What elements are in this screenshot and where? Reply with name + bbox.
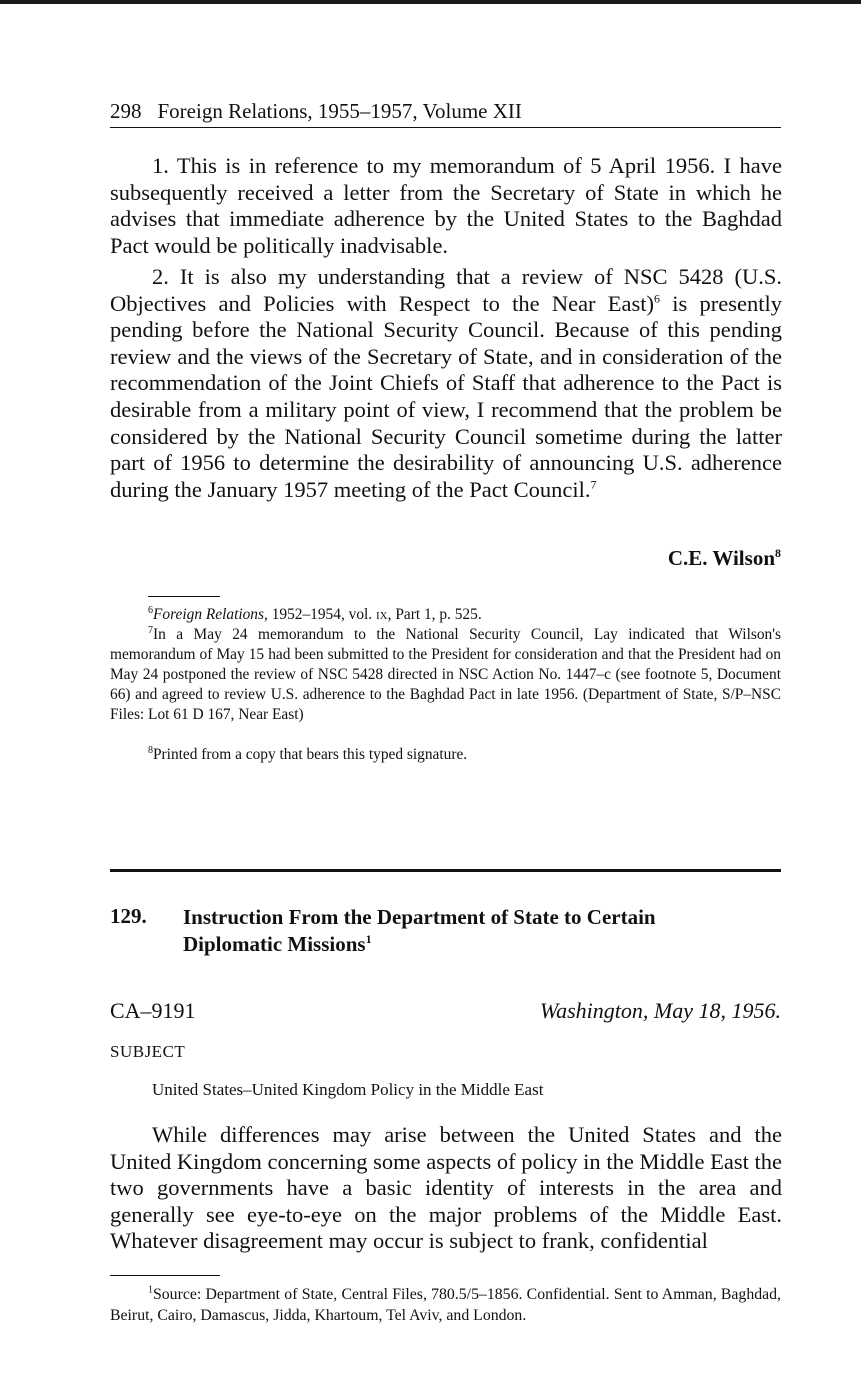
document-number: 129.	[110, 904, 147, 928]
source-footnote	[110, 1284, 781, 1326]
source-footnote-number: 1	[148, 1284, 153, 1296]
footnote-7	[110, 625, 781, 725]
footnote-ref-8: 8	[775, 546, 781, 560]
footnote-ref-6: 6	[654, 291, 661, 306]
footnote-8-number: 8	[148, 744, 153, 756]
footnote-8	[110, 745, 781, 765]
running-title: Foreign Relations, 1955–1957, Volume XII	[157, 99, 522, 123]
running-header	[110, 97, 781, 128]
page-top-edge	[0, 0, 861, 4]
paragraph-1: 1. This is in reference to my memorandum of 5 April 1956. I have subsequently received a letter from the Secretary of State in which he advises that immediate adherence by the United States to the Baghdad Pact would be politically inadvisable.	[110, 153, 782, 258]
subject-label: SUBJECT	[110, 1042, 186, 1061]
footnote-divider	[148, 596, 220, 597]
signature	[668, 546, 781, 571]
subject-text: United States–United Kingdom Policy in the Middle East	[152, 1080, 544, 1099]
footnote-ref-1: 1	[365, 932, 372, 946]
source-footnote-divider	[110, 1275, 220, 1276]
footnote-6	[110, 605, 781, 625]
source-footnote-text: Source: Department of State, Central Files, 780.5/5–1856. Confidential. Sent to Amman, Baghdad, Beirut, Cairo, Damascus, Jidda, Khartoum, Tel Aviv, and London.	[110, 1286, 781, 1324]
footnote-6-number: 6	[148, 604, 153, 616]
paragraph-2-text-b: is presently pending before the National Security Council. Because of this pending review and the views of the Secretary of State, and in consideration of the recommendation of the Joint Chiefs of Staff that adherence to the Pact is desirable from a military point of view, I recommend that the problem be considered by the National Security Council sometime during the latter part of 1956 to determine the desirability of announcing U.S. adherence during the January 1957 meeting of the Pact Council.	[110, 290, 782, 502]
footnote-ref-7: 7	[590, 477, 597, 492]
footnote-6-volume: ix	[376, 606, 388, 623]
page-number: 298	[110, 99, 142, 123]
document-id: CA–9191	[110, 998, 196, 1023]
section-divider	[110, 869, 781, 872]
paragraph-2	[110, 264, 782, 503]
document-title-text: Instruction From the Department of State to Certain Diplomatic Missions	[183, 905, 656, 956]
signature-name: C.E. Wilson	[667, 546, 775, 570]
document-title	[183, 904, 743, 958]
dateline: Washington, May 18, 1956.	[539, 998, 781, 1023]
document-body: While differences may arise between the United States and the United Kingdom concerning some aspects of policy in the Middle East the two governments have a basic identity of interests in the area and generally see eye-to-eye on the major problems of the Middle East. Whatever disagreement may occur is subject to frank, confidential	[110, 1122, 782, 1254]
footnote-6-text: 1952–1954, vol.	[267, 606, 377, 623]
footnote-7-text: In a May 24 memorandum to the National Security Council, Lay indicated that Wilson's memorandum of May 15 had been submitted to the President for consideration and that the President had on May 24 postponed the review of NSC 5428 directed in NSC Action No. 1447–c (see footnote 5, Document 66) and agreed to review U.S. adherence to the Baghdad Pact in late 1956. (Department of State, S/P–NSC Files: Lot 61 D 167, Near East)	[110, 626, 781, 723]
footnote-6-text-2: , Part 1, p. 525.	[387, 606, 482, 623]
footnote-8-text: Printed from a copy that bears this typed signature.	[153, 746, 468, 763]
footnote-6-title: Foreign Relations,	[153, 606, 268, 623]
paragraph-2-text-a: 2. It is also my understanding that a review of NSC 5428 (U.S. Objectives and Policies with Respect to the Near East)	[110, 264, 782, 316]
footnote-7-number: 7	[148, 624, 153, 636]
